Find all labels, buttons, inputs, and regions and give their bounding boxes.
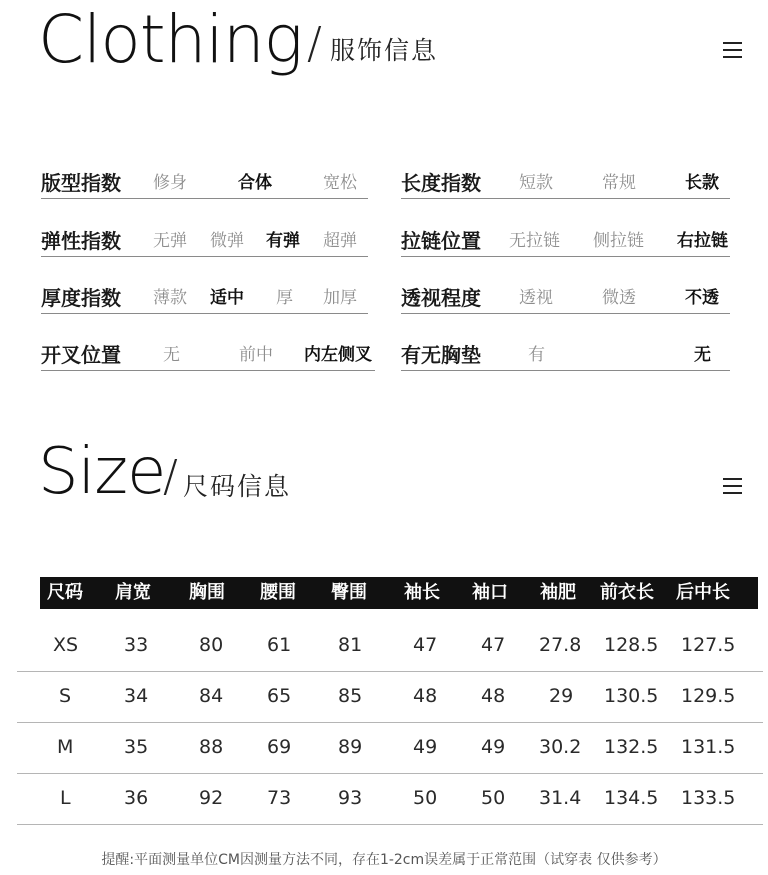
table-cell: 88 — [199, 736, 224, 758]
hamburger-menu-icon[interactable] — [723, 42, 742, 59]
attribute-option: 透视 — [519, 288, 553, 308]
table-cell: 35 — [124, 736, 149, 758]
table-cell: 80 — [199, 634, 224, 656]
attribute-option-selected: 不透 — [685, 288, 719, 308]
attribute-option: 超弹 — [323, 231, 357, 251]
attribute-label: 开叉位置 — [41, 343, 121, 367]
attribute-option: 短款 — [519, 173, 553, 193]
table-cell: 89 — [338, 736, 363, 758]
measurement-note: 提醒:平面测量单位CM因测量方法不同，存在1-2cm误差属于正常范围（试穿表 仅供参考） — [101, 852, 667, 868]
table-cell: 129.5 — [681, 685, 736, 707]
attribute-option: 无拉链 — [509, 231, 560, 251]
table-cell: 92 — [199, 787, 224, 809]
table-cell: 73 — [267, 787, 292, 809]
attribute-option: 微弹 — [210, 231, 244, 251]
table-row — [17, 620, 763, 672]
table-cell: 48 — [481, 685, 506, 707]
table-cell: 47 — [481, 634, 506, 656]
size-subtitle: 尺码信息 — [183, 472, 292, 501]
size-title-slash: / — [163, 451, 178, 502]
table-cell: M — [57, 736, 74, 758]
header-cell: 前衣长 — [600, 582, 654, 603]
table-row — [17, 671, 763, 723]
table-cell: L — [60, 787, 71, 809]
table-cell: XS — [53, 634, 79, 656]
table-cell: 49 — [413, 736, 438, 758]
table-cell: S — [59, 685, 72, 707]
table-cell: 127.5 — [681, 634, 736, 656]
attribute-label: 长度指数 — [401, 171, 481, 195]
attribute-label: 拉链位置 — [401, 229, 481, 253]
attribute-option: 侧拉链 — [593, 231, 644, 251]
table-cell: 47 — [413, 634, 438, 656]
table-cell: 81 — [338, 634, 363, 656]
clothing-title-slash: / — [307, 18, 322, 69]
hamburger-menu-icon[interactable] — [723, 478, 742, 495]
header-cell: 肩宽 — [115, 582, 151, 603]
attribute-option: 加厚 — [323, 288, 357, 308]
table-row — [17, 773, 763, 825]
attribute-label: 透视程度 — [401, 286, 481, 310]
header-cell: 腰围 — [260, 582, 296, 603]
attribute-option: 修身 — [153, 173, 187, 193]
size-table-header — [40, 577, 758, 609]
attribute-label: 版型指数 — [41, 171, 121, 195]
table-cell: 30.2 — [539, 736, 582, 758]
table-cell: 128.5 — [604, 634, 659, 656]
table-cell: 133.5 — [681, 787, 736, 809]
attribute-option: 前中 — [239, 345, 273, 365]
table-cell: 61 — [267, 634, 292, 656]
table-cell: 93 — [338, 787, 363, 809]
attribute-row — [41, 168, 368, 199]
attribute-option-selected: 适中 — [210, 288, 244, 308]
attribute-option-selected: 合体 — [238, 173, 272, 193]
header-cell: 袖口 — [472, 582, 508, 603]
header-cell: 胸围 — [189, 582, 225, 603]
table-cell: 65 — [267, 685, 292, 707]
table-cell: 34 — [124, 685, 149, 707]
attribute-row — [41, 226, 368, 257]
attribute-option: 厚 — [276, 288, 293, 308]
table-cell: 69 — [267, 736, 292, 758]
attribute-option-selected: 无 — [694, 345, 711, 365]
attribute-option-selected: 右拉链 — [677, 231, 728, 251]
attribute-option: 常规 — [602, 173, 636, 193]
table-cell: 31.4 — [539, 787, 582, 809]
attribute-row — [401, 340, 730, 371]
header-cell: 臀围 — [331, 582, 367, 603]
attribute-option: 无弹 — [153, 231, 187, 251]
attribute-option: 薄款 — [153, 288, 187, 308]
table-cell: 84 — [199, 685, 224, 707]
size-title: Size — [38, 435, 166, 509]
table-cell: 33 — [124, 634, 149, 656]
attribute-option: 微透 — [602, 288, 636, 308]
clothing-subtitle: 服饰信息 — [330, 36, 439, 65]
table-cell: 85 — [338, 685, 363, 707]
table-cell: 131.5 — [681, 736, 736, 758]
header-cell: 后中长 — [676, 582, 730, 603]
attribute-option: 无 — [163, 345, 180, 365]
attribute-row — [41, 340, 375, 371]
table-cell: 132.5 — [604, 736, 659, 758]
attribute-option: 有 — [528, 345, 545, 365]
attribute-option-selected: 长款 — [685, 173, 719, 193]
table-cell: 50 — [481, 787, 506, 809]
header-cell: 袖长 — [404, 582, 440, 603]
table-cell: 36 — [124, 787, 149, 809]
table-cell: 29 — [549, 685, 574, 707]
attribute-row — [401, 283, 730, 314]
table-cell: 27.8 — [539, 634, 582, 656]
attribute-row — [401, 226, 730, 257]
attribute-label: 有无胸垫 — [401, 343, 481, 367]
attribute-option-selected: 内左侧叉 — [304, 345, 372, 365]
table-row — [17, 722, 763, 774]
attribute-option-selected: 有弹 — [266, 231, 300, 251]
table-cell: 48 — [413, 685, 438, 707]
table-cell: 134.5 — [604, 787, 659, 809]
header-cell: 尺码 — [47, 582, 83, 603]
header-cell: 袖肥 — [540, 582, 576, 603]
clothing-title: Clothing — [38, 1, 303, 78]
attribute-row — [41, 283, 368, 314]
table-cell: 50 — [413, 787, 438, 809]
attribute-label: 弹性指数 — [41, 229, 121, 253]
attribute-option: 宽松 — [323, 173, 357, 193]
attribute-label: 厚度指数 — [41, 286, 121, 310]
table-cell: 49 — [481, 736, 506, 758]
table-cell: 130.5 — [604, 685, 659, 707]
attribute-row — [401, 168, 730, 199]
